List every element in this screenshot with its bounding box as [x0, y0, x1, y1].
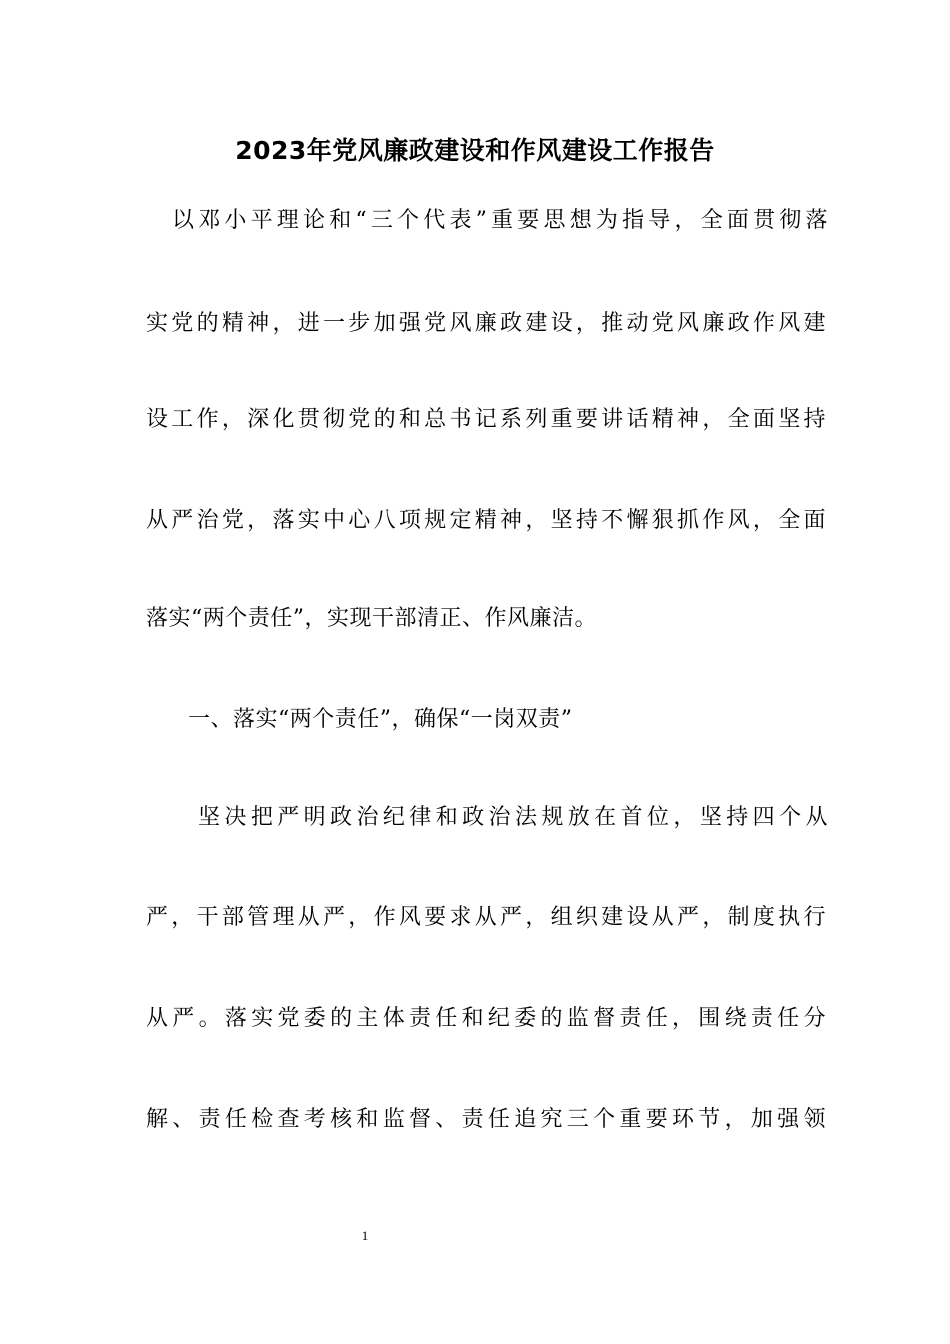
paragraph-2-line-1: 坚决把严明政治纪律和政治法规放在首位，坚持四个从 — [198, 805, 828, 830]
section-1-heading: 一、落实“两个责任”，确保“一岗双责” — [188, 707, 573, 732]
page-number: 1 — [361, 1228, 369, 1243]
paragraph-2-line-2: 严，干部管理从严，作风要求从严，组织建设从严，制度执行 — [146, 905, 826, 930]
paragraph-1-line-2: 实党的精神，进一步加强党风廉政建设，推动党风廉政作风建 — [146, 311, 826, 336]
paragraph-1-line-3: 设工作，深化贯彻党的和总书记系列重要讲话精神，全面坚持 — [146, 407, 826, 432]
paragraph-1-line-5: 落实“两个责任”，实现干部清正、作风廉洁。 — [146, 606, 597, 631]
paragraph-1-line-4: 从严治党，落实中心八项规定精神，坚持不懈狠抓作风，全面 — [146, 508, 826, 533]
paragraph-2-line-3: 从严。落实党委的主体责任和纪委的监督责任，围绕责任分 — [146, 1006, 826, 1031]
document-title: 2023年党风廉政建设和作风建设工作报告 — [235, 136, 715, 165]
paragraph-1-line-1: 以邓小平理论和“三个代表”重要思想为指导，全面贯彻落 — [172, 208, 828, 233]
paragraph-2-line-4: 解、责任检查考核和监督、责任追究三个重要环节，加强领 — [146, 1107, 826, 1132]
